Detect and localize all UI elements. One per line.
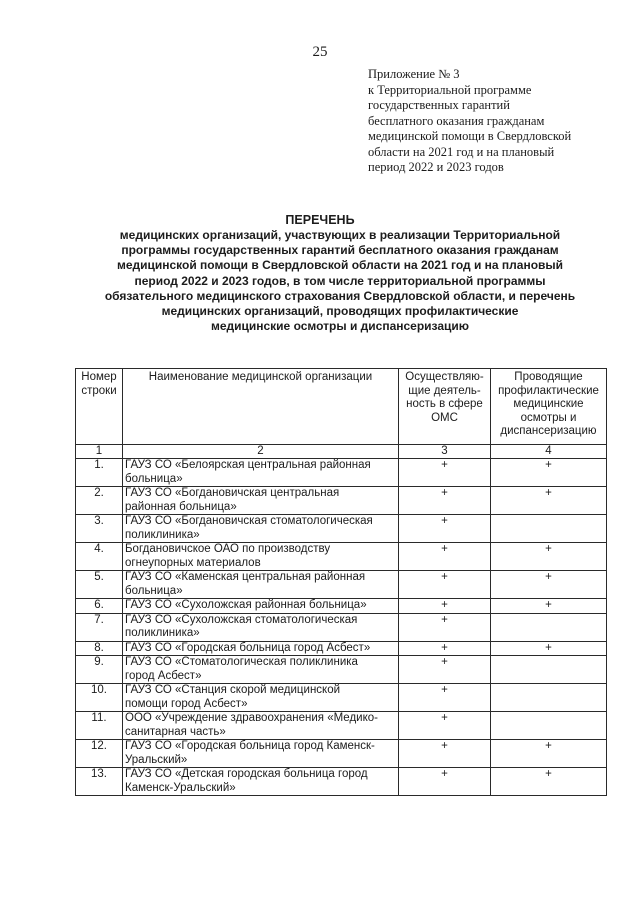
organization-name bbox=[123, 684, 399, 712]
table-row bbox=[76, 613, 607, 641]
row-number: 11. bbox=[76, 712, 123, 740]
header-text: щие деятель- bbox=[408, 384, 481, 397]
appendix-line: области на 2021 год и на плановый bbox=[368, 144, 555, 159]
organization-name-line: ООО «Учреждение здравоохранения «Медико- bbox=[125, 712, 378, 724]
prophylaxis-mark bbox=[491, 656, 607, 684]
organization-name bbox=[123, 768, 399, 796]
prophylaxis-mark: + bbox=[491, 571, 607, 599]
subtitle-line: период 2022 и 2023 годов, в том числе территориальной программы bbox=[134, 273, 546, 288]
header-text: Номер bbox=[81, 371, 117, 383]
oms-mark: + bbox=[399, 543, 491, 571]
prophylaxis-mark: + bbox=[491, 459, 607, 487]
prophylaxis-mark bbox=[491, 613, 607, 641]
header-text: Осуществляю- bbox=[405, 371, 484, 383]
subtitle-line: медицинских организаций, проводящих профилактические bbox=[161, 304, 519, 319]
appendix-line: период 2022 и 2023 годов bbox=[368, 160, 504, 174]
prophylaxis-mark: + bbox=[491, 487, 607, 515]
document-subtitle bbox=[80, 228, 600, 334]
row-number: 9. bbox=[76, 656, 123, 684]
organization-name bbox=[123, 459, 399, 487]
oms-mark: + bbox=[399, 613, 491, 641]
organization-name-line: Уральский» bbox=[125, 753, 188, 766]
document-title: ПЕРЕЧЕНЬ bbox=[285, 213, 355, 227]
appendix-line: государственных гарантий bbox=[368, 98, 510, 112]
row-number: 12. bbox=[76, 740, 123, 768]
subtitle-line: медицинской помощи в Свердловской области на 2021 год и на плановый bbox=[116, 258, 564, 273]
row-number: 3. bbox=[76, 515, 123, 543]
table-row bbox=[76, 599, 607, 614]
header-text: профилактические bbox=[498, 384, 599, 397]
organization-name bbox=[123, 515, 399, 543]
header-text: Наименование медицинской организации bbox=[148, 371, 373, 383]
organization-name-line: ГАУЗ СО «Богдановичская центральная bbox=[125, 487, 340, 499]
row-number: 5. bbox=[76, 571, 123, 599]
organization-name-line: больница» bbox=[125, 584, 183, 597]
prophylaxis-mark bbox=[491, 712, 607, 740]
organization-name-line: ГАУЗ СО «Белоярская центральная районная bbox=[125, 459, 371, 471]
oms-mark: + bbox=[399, 712, 491, 740]
column-number: 1 bbox=[76, 445, 123, 459]
prophylaxis-mark bbox=[491, 515, 607, 543]
table-row bbox=[76, 768, 607, 796]
oms-mark: + bbox=[399, 684, 491, 712]
prophylaxis-mark: + bbox=[491, 768, 607, 796]
organizations-table bbox=[75, 368, 607, 796]
organization-name-line: огнеупорных материалов bbox=[125, 556, 261, 569]
row-number: 6. bbox=[76, 599, 123, 614]
page-number: 25 bbox=[312, 44, 328, 60]
row-number: 13. bbox=[76, 768, 123, 796]
oms-mark: + bbox=[399, 487, 491, 515]
organization-name-line: ГАУЗ СО «Каменская центральная районная bbox=[125, 571, 366, 583]
organization-name bbox=[123, 641, 399, 656]
row-number: 7. bbox=[76, 613, 123, 641]
header-text: медицинские bbox=[513, 398, 584, 410]
table-row bbox=[76, 684, 607, 712]
row-number: 2. bbox=[76, 487, 123, 515]
row-number: 8. bbox=[76, 641, 123, 656]
organization-name-line: районная больница» bbox=[125, 500, 237, 513]
header-oms bbox=[399, 369, 491, 445]
subtitle-line: обязательного медицинского страхования Свердловской области, и перечень bbox=[104, 288, 576, 303]
header-org-name bbox=[123, 369, 399, 445]
subtitle-line: медицинских организаций, участвующих в реализации Территориальной bbox=[119, 228, 561, 242]
prophylaxis-mark bbox=[491, 684, 607, 712]
organization-name-line: поликлиника» bbox=[125, 528, 200, 541]
organization-name-line: ГАУЗ СО «Детская городская больница город bbox=[125, 768, 368, 780]
table-row bbox=[76, 515, 607, 543]
header-text: Проводящие bbox=[514, 371, 583, 383]
table-body bbox=[76, 459, 607, 796]
table-row bbox=[76, 656, 607, 684]
header-text: диспансеризацию bbox=[500, 425, 597, 437]
oms-mark: + bbox=[399, 740, 491, 768]
table-header-row bbox=[76, 369, 607, 445]
oms-mark: + bbox=[399, 599, 491, 614]
organization-name-line: Богдановичское ОАО по производству bbox=[125, 543, 331, 555]
prophylaxis-mark: + bbox=[491, 543, 607, 571]
header-prophylaxis bbox=[491, 369, 607, 445]
organization-name bbox=[123, 543, 399, 571]
oms-mark: + bbox=[399, 768, 491, 796]
prophylaxis-mark: + bbox=[491, 641, 607, 656]
organization-name-line: город Асбест» bbox=[125, 669, 202, 682]
oms-mark: + bbox=[399, 641, 491, 656]
organization-name-line: санитарная часть» bbox=[125, 725, 226, 738]
table-row bbox=[76, 459, 607, 487]
column-number: 2 bbox=[123, 445, 399, 459]
organization-name bbox=[123, 599, 399, 614]
header-text: осмотры и bbox=[520, 411, 577, 424]
organization-name-line: ГАУЗ СО «Станция скорой медицинской bbox=[125, 684, 341, 696]
oms-mark: + bbox=[399, 656, 491, 684]
organization-name-line: помощи город Асбест» bbox=[125, 697, 248, 710]
column-number: 3 bbox=[399, 445, 491, 459]
organization-name bbox=[123, 487, 399, 515]
organization-name-line: ГАУЗ СО «Богдановичская стоматологическая bbox=[125, 515, 373, 527]
organization-name bbox=[123, 740, 399, 768]
organization-name-line: больница» bbox=[125, 472, 183, 485]
header-text: ОМС bbox=[431, 411, 458, 424]
oms-mark: + bbox=[399, 515, 491, 543]
oms-mark: + bbox=[399, 459, 491, 487]
subtitle-line: медицинские осмотры и диспансеризацию bbox=[210, 319, 470, 334]
table-row bbox=[76, 487, 607, 515]
organization-name-line: поликлиника» bbox=[125, 627, 200, 639]
organization-name-line: ГАУЗ СО «Сухоложская районная больница» bbox=[125, 599, 367, 611]
header-row-number bbox=[76, 369, 123, 445]
oms-mark: + bbox=[399, 571, 491, 599]
organization-name-line: Каменск-Уральский» bbox=[125, 781, 236, 794]
appendix-note bbox=[368, 67, 628, 176]
organization-name-line: ГАУЗ СО «Городская больница город Каменск- bbox=[125, 740, 375, 752]
organization-name-line: ГАУЗ СО «Городская больница город Асбест» bbox=[125, 641, 371, 654]
row-number: 1. bbox=[76, 459, 123, 487]
table-row bbox=[76, 571, 607, 599]
organization-name-line: ГАУЗ СО «Сухоложская стоматологическая bbox=[125, 613, 358, 626]
subtitle-line: программы государственных гарантий бесплатного оказания гражданам bbox=[121, 243, 559, 258]
table-row bbox=[76, 740, 607, 768]
appendix-line: бесплатного оказания гражданам bbox=[368, 113, 545, 128]
appendix-line: Приложение № 3 bbox=[368, 67, 460, 81]
column-number: 4 bbox=[491, 445, 607, 459]
organization-name bbox=[123, 656, 399, 684]
organization-name-line: ГАУЗ СО «Стоматологическая поликлиника bbox=[125, 656, 358, 668]
appendix-line: медицинской помощи в Свердловской bbox=[368, 129, 572, 143]
prophylaxis-mark: + bbox=[491, 599, 607, 614]
row-number: 10. bbox=[76, 684, 123, 712]
table-row bbox=[76, 641, 607, 656]
appendix-line: к Территориальной программе bbox=[368, 82, 532, 97]
prophylaxis-mark: + bbox=[491, 740, 607, 768]
organization-name bbox=[123, 571, 399, 599]
table-row bbox=[76, 543, 607, 571]
table-row bbox=[76, 712, 607, 740]
organization-name bbox=[123, 613, 399, 641]
header-text: строки bbox=[81, 384, 117, 397]
column-number-row bbox=[76, 445, 607, 459]
organization-name bbox=[123, 712, 399, 740]
row-number: 4. bbox=[76, 543, 123, 571]
header-text: ность в сфере bbox=[406, 398, 483, 410]
